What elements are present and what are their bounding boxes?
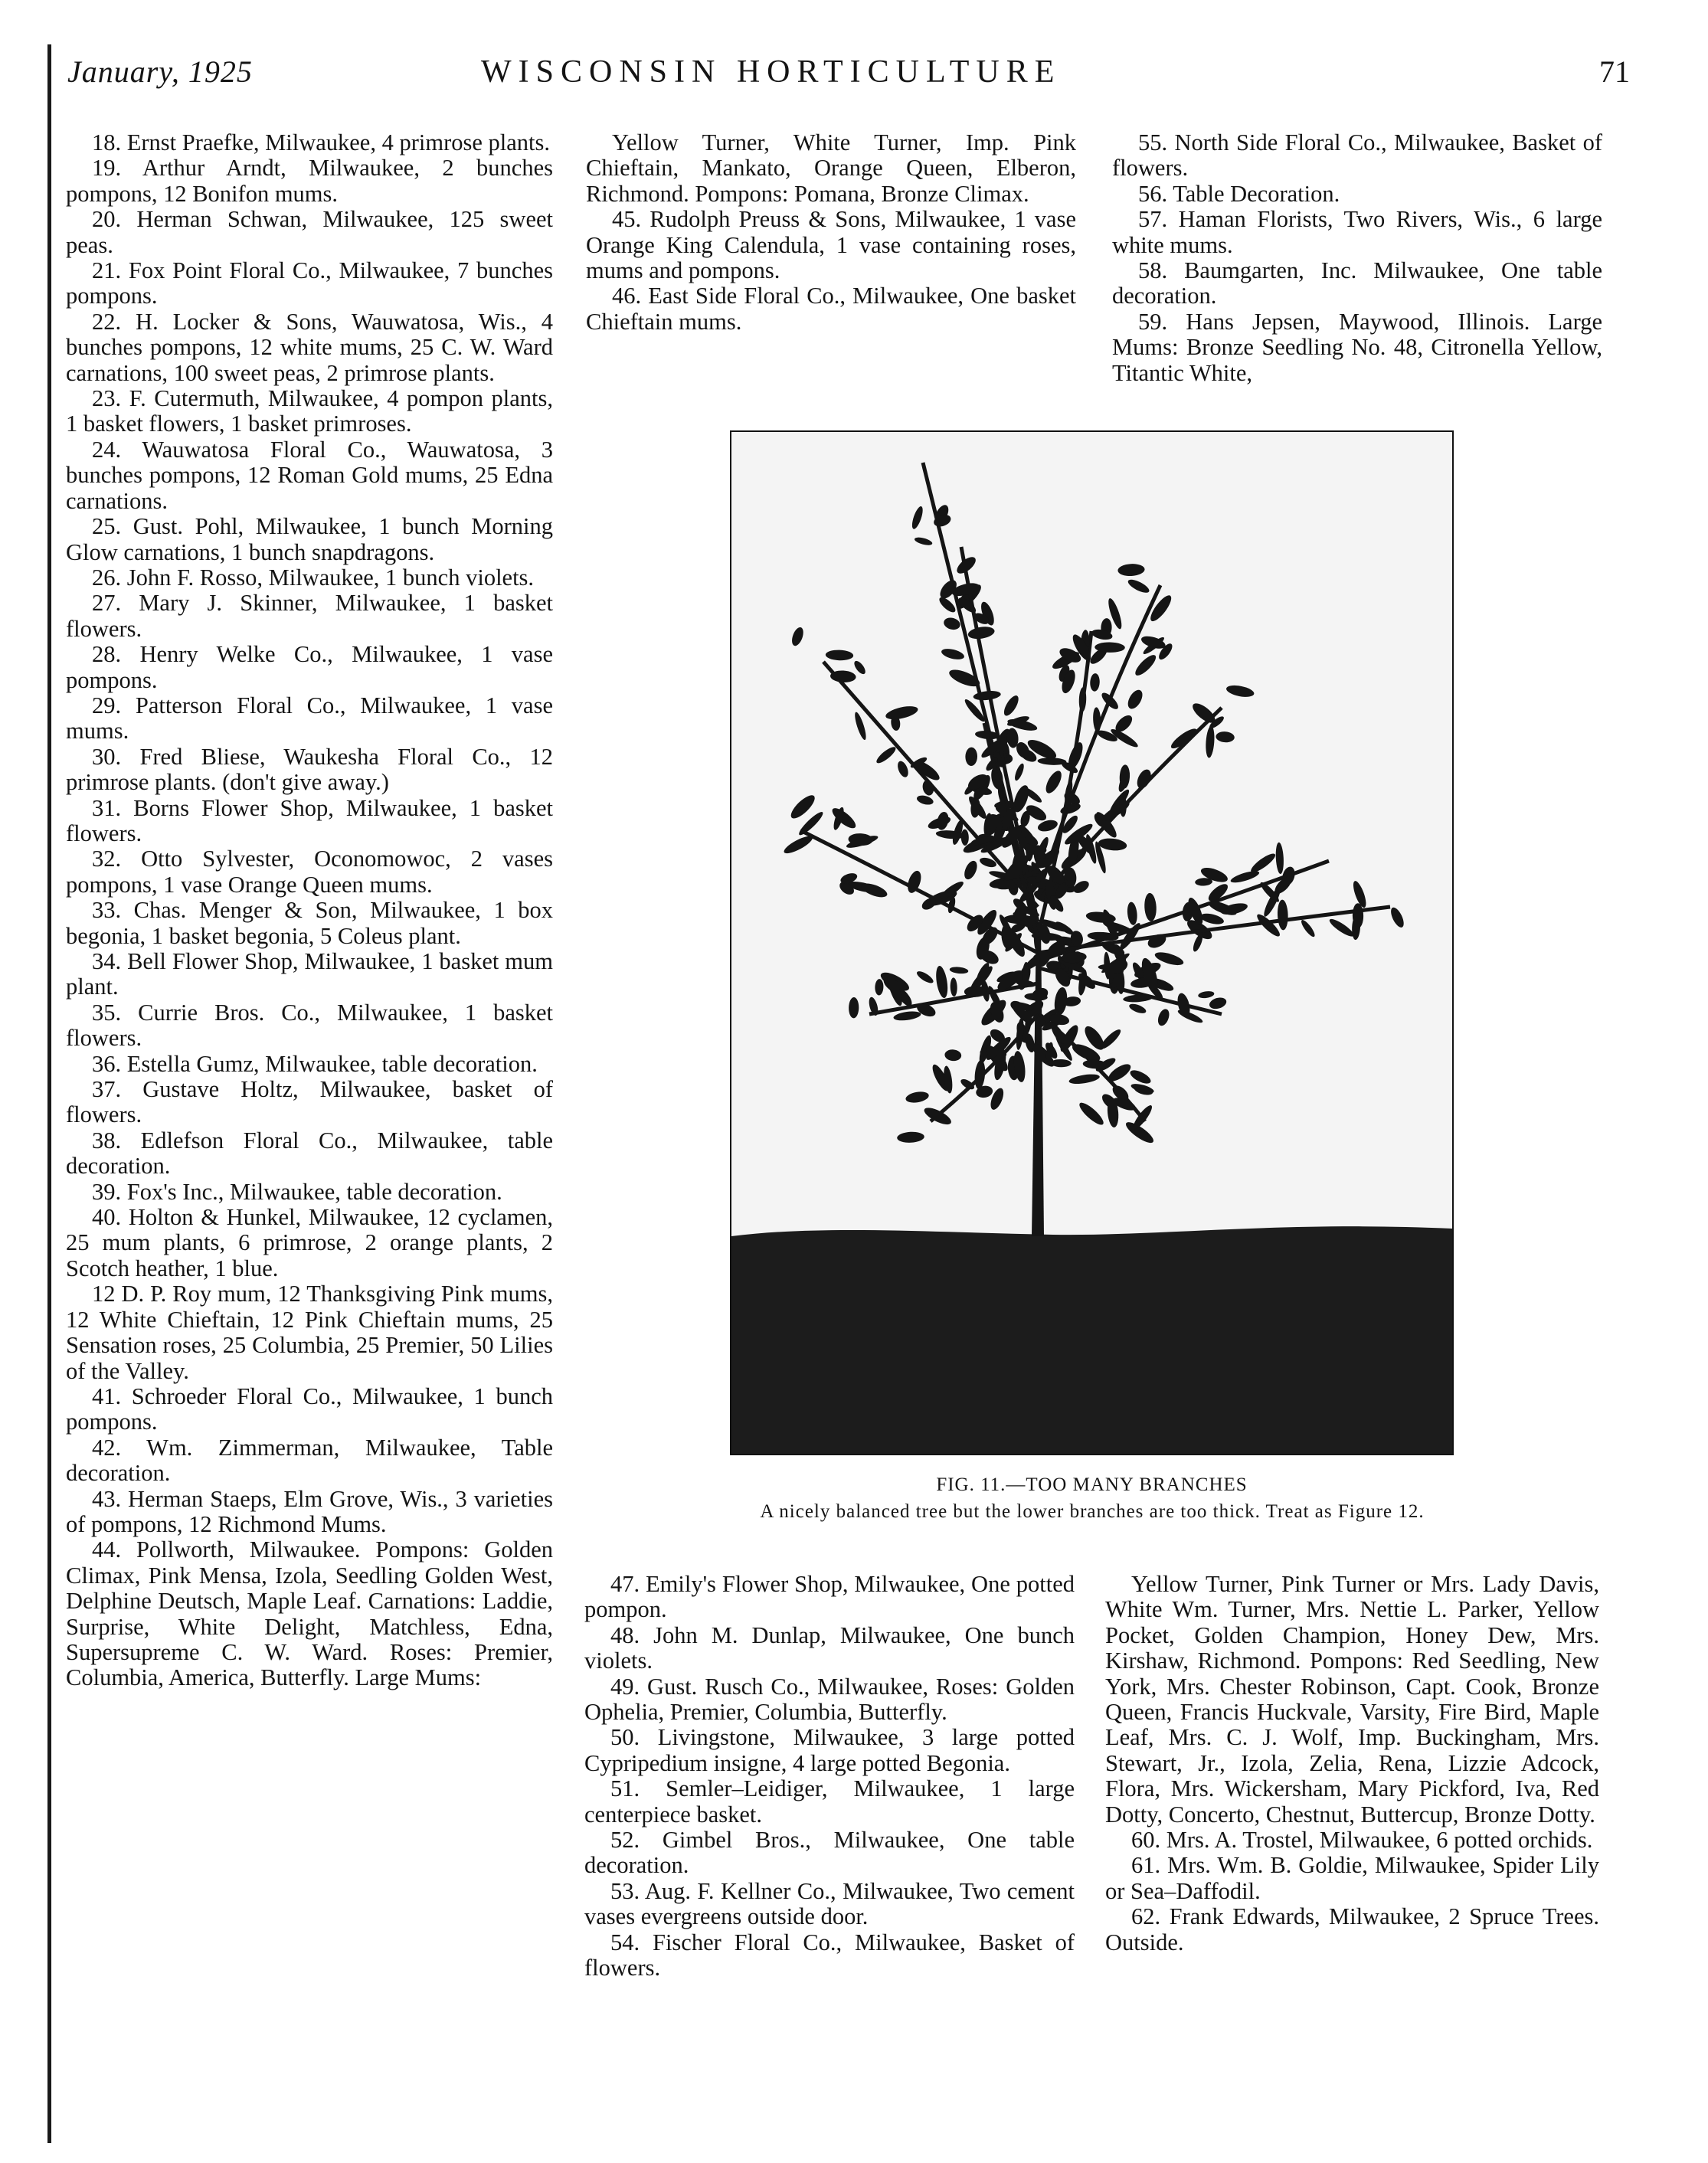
entry-paragraph: 21. Fox Point Floral Co., Milwaukee, 7 bunches pompons. bbox=[66, 257, 553, 309]
entry-paragraph: 57. Haman Florists, Two Rivers, Wis., 6 large white mums. bbox=[1112, 206, 1602, 258]
column-right-bottom bbox=[1105, 1572, 1599, 1955]
entry-paragraph: 50. Livingstone, Milwaukee, 3 large potted Cypripedium insigne, 4 large potted Begonia. bbox=[584, 1724, 1075, 1776]
entry-paragraph: 29. Patterson Floral Co., Milwaukee, 1 vase mums. bbox=[66, 692, 553, 744]
entry-paragraph: 47. Emily's Flower Shop, Milwaukee, One potted pompon. bbox=[584, 1571, 1075, 1623]
entry-paragraph: 30. Fred Bliese, Waukesha Floral Co., 12 primrose plants. (don't give away.) bbox=[66, 743, 553, 796]
entry-paragraph: 28. Henry Welke Co., Milwaukee, 1 vase pompons. bbox=[66, 641, 553, 693]
entry-paragraph: 60. Mrs. A. Trostel, Milwaukee, 6 potted orchids. bbox=[1131, 1827, 1593, 1854]
figure-caption: A nicely balanced tree but the lower branches are too thick. Treat as Figure 12. bbox=[760, 1501, 1425, 1522]
entry-paragraph: 18. Ernst Praefke, Milwaukee, 4 primrose plants. bbox=[92, 129, 550, 155]
entry-paragraph: 46. East Side Floral Co., Milwaukee, One basket Chieftain mums. bbox=[586, 283, 1076, 335]
entry-paragraph: 22. H. Locker & Sons, Wauwatosa, Wis., 4 bunches pompons, 12 white mums, 25 C. W. Ward carnations, 100 sweet peas, 2 primrose plants. bbox=[66, 308, 553, 386]
entry-paragraph: 56. Table Decoration. bbox=[1138, 180, 1340, 207]
entry-paragraph: 61. Mrs. Wm. B. Goldie, Milwaukee, Spider Lily or Sea–Daffodil. bbox=[1105, 1852, 1599, 1904]
page-header bbox=[67, 54, 1630, 107]
entry-paragraph: 19. Arthur Arndt, Milwaukee, 2 bunches pompons, 12 Bonifon mums. bbox=[66, 155, 553, 207]
entry-paragraph: 55. North Side Floral Co., Milwaukee, Basket of flowers. bbox=[1112, 129, 1602, 182]
column-left bbox=[66, 130, 553, 1691]
entry-paragraph: 51. Semler–Leidiger, Milwaukee, 1 large centerpiece basket. bbox=[584, 1775, 1075, 1828]
entry-paragraph: 31. Borns Flower Shop, Milwaukee, 1 basket flowers. bbox=[66, 794, 553, 846]
entry-paragraph: 32. Otto Sylvester, Oconomowoc, 2 vases pompons, 1 vase Orange Queen mums. bbox=[66, 846, 553, 898]
page-number: 71 bbox=[1599, 54, 1630, 89]
entry-paragraph: 12 D. P. Roy mum, 12 Thanksgiving Pink mums, 12 White Chieftain, 12 Pink Chieftain mums, 25 Sensation roses, 25 Columbia, 25 Premier, 50 Lilies of the Valley. bbox=[66, 1281, 553, 1384]
photo-frame bbox=[730, 430, 1454, 1455]
entry-paragraph: 20. Herman Schwan, Milwaukee, 125 sweet peas. bbox=[66, 206, 553, 258]
entry-paragraph: 45. Rudolph Preuss & Sons, Milwaukee, 1 vase Orange King Calendula, 1 vase containing roses, mums and pompons. bbox=[586, 206, 1076, 284]
column-middle-bottom bbox=[584, 1572, 1075, 1981]
issue-date: January, 1925 bbox=[67, 54, 253, 89]
entry-paragraph: 40. Holton & Hunkel, Milwaukee, 12 cyclamen, 25 mum plants, 6 primrose, 2 orange plants, 2 Scotch heather, 1 blue. bbox=[66, 1204, 553, 1281]
tree-photo bbox=[731, 432, 1452, 1454]
figure-photo bbox=[730, 430, 1454, 1455]
entry-paragraph: 48. John M. Dunlap, Milwaukee, One bunch violets. bbox=[584, 1621, 1075, 1674]
entry-paragraph: 58. Baumgarten, Inc. Milwaukee, One table decoration. bbox=[1112, 257, 1602, 309]
entry-paragraph: 42. Wm. Zimmerman, Milwaukee, Table decoration. bbox=[66, 1434, 553, 1487]
entry-paragraph: 62. Frank Edwards, Milwaukee, 2 Spruce Trees. Outside. bbox=[1105, 1903, 1599, 1955]
entry-paragraph: 54. Fischer Floral Co., Milwaukee, Basket of flowers. bbox=[584, 1929, 1075, 1981]
entry-paragraph: 53. Aug. F. Kellner Co., Milwaukee, Two cement vases evergreens outside door. bbox=[584, 1877, 1075, 1930]
photo-ground bbox=[731, 1226, 1452, 1454]
journal-title: WISCONSIN HORTICULTURE bbox=[481, 54, 1062, 90]
entry-paragraph: 38. Edlefson Floral Co., Milwaukee, table decoration. bbox=[66, 1127, 553, 1180]
entry-paragraph: 37. Gustave Holtz, Milwaukee, basket of flowers. bbox=[66, 1076, 553, 1128]
entry-paragraph: 26. John F. Rosso, Milwaukee, 1 bunch violets. bbox=[92, 564, 535, 591]
entry-paragraph: 25. Gust. Pohl, Milwaukee, 1 bunch Morning Glow carnations, 1 bunch snapdragons. bbox=[66, 513, 553, 565]
entry-paragraph: 39. Fox's Inc., Milwaukee, table decoration. bbox=[92, 1178, 502, 1205]
entry-paragraph: 27. Mary J. Skinner, Milwaukee, 1 basket flowers. bbox=[66, 590, 553, 642]
entry-paragraph: 36. Estella Gumz, Milwaukee, table decoration. bbox=[92, 1050, 538, 1077]
figure-title: FIG. 11.—TOO MANY BRANCHES bbox=[936, 1474, 1248, 1495]
entry-paragraph: Yellow Turner, White Turner, Imp. Pink Chieftain, Mankato, Orange Queen, Elberon, Richmond. Pompons: Pomana, Bronze Climax. bbox=[586, 129, 1076, 207]
entry-paragraph: 52. Gimbel Bros., Milwaukee, One table decoration. bbox=[584, 1827, 1075, 1879]
entry-paragraph: 49. Gust. Rusch Co., Milwaukee, Roses: Golden Ophelia, Premier, Columbia, Butterfly. bbox=[584, 1673, 1075, 1726]
entry-paragraph: 34. Bell Flower Shop, Milwaukee, 1 basket mum plant. bbox=[66, 948, 553, 1000]
column-middle-top bbox=[586, 130, 1076, 335]
entry-paragraph: 43. Herman Staeps, Elm Grove, Wis., 3 varieties of pompons, 12 Richmond Mums. bbox=[66, 1485, 553, 1537]
column-right-top bbox=[1112, 130, 1602, 386]
entry-paragraph: 33. Chas. Menger & Son, Milwaukee, 1 box begonia, 1 basket begonia, 5 Coleus plant. bbox=[66, 897, 553, 949]
entry-paragraph: 41. Schroeder Floral Co., Milwaukee, 1 bunch pompons. bbox=[66, 1383, 553, 1435]
entry-paragraph: Yellow Turner, Pink Turner or Mrs. Lady Davis, White Wm. Turner, Mrs. Nettie L. Parker, Yellow Pocket, Golden Champion, Honey Dew, Mrs. Kirshaw, Richmond. Pompons: Red Seedling, New York, Mrs. Chester Robinson, Capt. Cook, Bronze Queen, Francis Huckvale, Varsity, Fire Bird, Maple Leaf, Mrs. C. J. Wolf, Imp. Buckingham, Mrs. Stewart, Jr., Izola, Zelia, Rena, Lizzie Adcock, Flora, Mrs. Wickersham, Mary Pickford, Iva, Red Dotty, Concerto, Chestnut, Buttercup, Bronze Dotty. bbox=[1105, 1571, 1599, 1828]
entry-paragraph: 59. Hans Jepsen, Maywood, Illinois. Large Mums: Bronze Seedling No. 48, Citronella Yellow, Titantic White, bbox=[1112, 308, 1602, 386]
entry-paragraph: 23. F. Cutermuth, Milwaukee, 4 pompon plants, 1 basket flowers, 1 basket primroses. bbox=[66, 385, 553, 437]
entry-paragraph: 35. Currie Bros. Co., Milwaukee, 1 basket flowers. bbox=[66, 999, 553, 1052]
left-margin-rule bbox=[47, 44, 51, 2143]
entry-paragraph: 24. Wauwatosa Floral Co., Wauwatosa, 3 bunches pompons, 12 Roman Gold mums, 25 Edna carnations. bbox=[66, 436, 553, 514]
entry-paragraph: 44. Pollworth, Milwaukee. Pompons: Golden Climax, Pink Mensa, Izola, Seedling Golden West, Delphine Deutsch, Maple Leaf. Carnations: Laddie, Surprise, White Delight, Matchless, Edna, Supersupreme C. W. Ward. Roses: Premier, Columbia, America, Butterfly. Large Mums: bbox=[66, 1536, 553, 1691]
